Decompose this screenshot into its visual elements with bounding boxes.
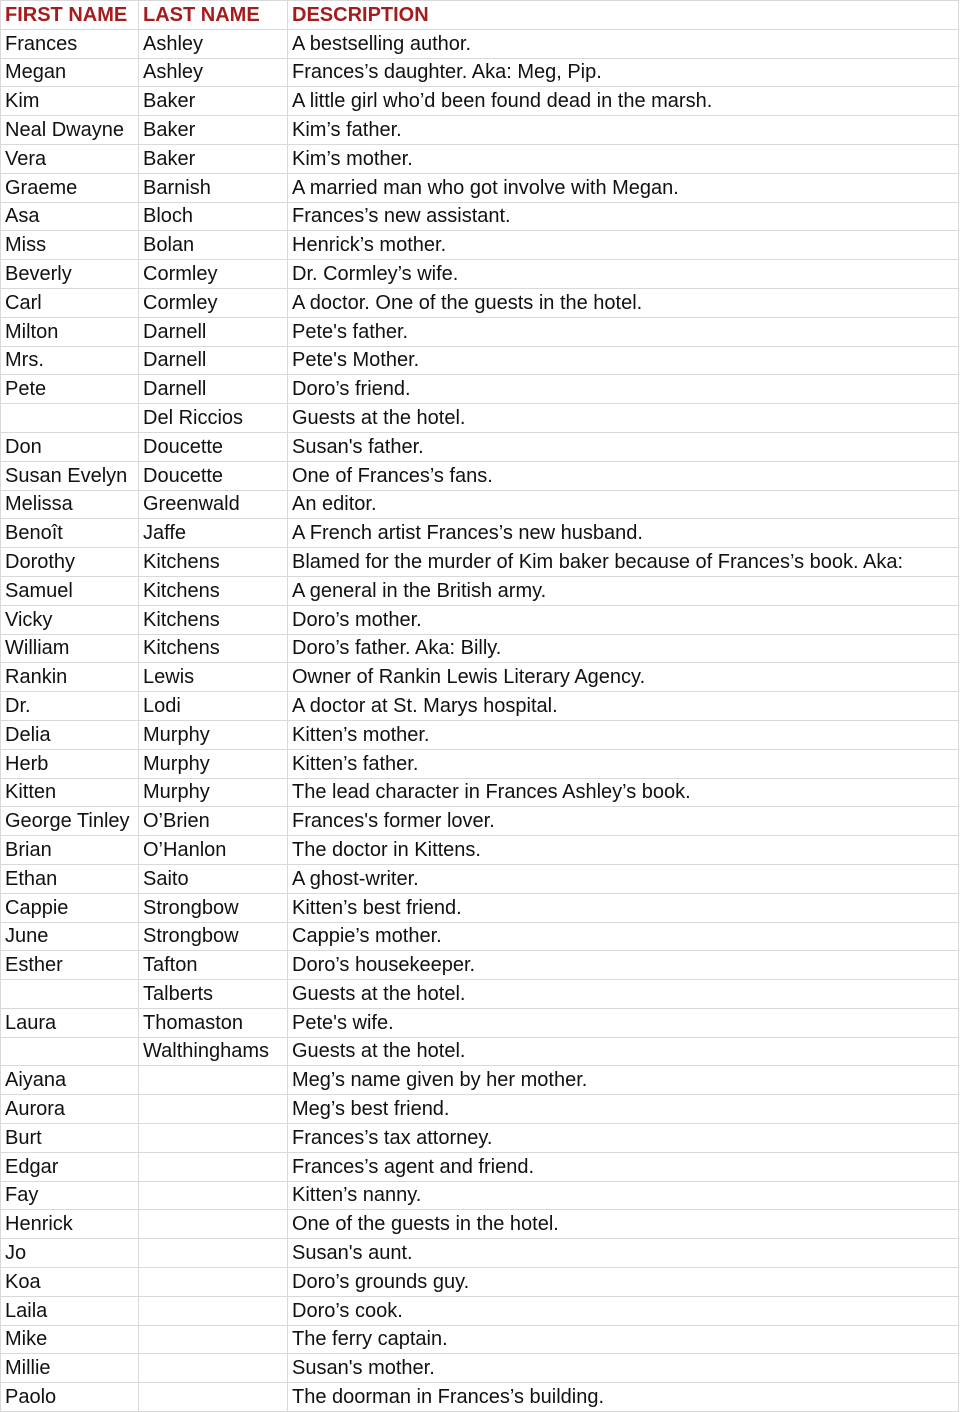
last-name-cell[interactable]: Talberts <box>139 980 288 1009</box>
description-cell[interactable]: Kitten’s mother. <box>288 720 959 749</box>
last-name-cell[interactable]: Murphy <box>139 749 288 778</box>
table-row <box>1 288 959 317</box>
table-row <box>1 231 959 260</box>
description-cell[interactable]: Kitten’s nanny. <box>288 1181 959 1210</box>
description-cell[interactable]: A French artist Frances’s new husband. <box>288 519 959 548</box>
table-row <box>1 634 959 663</box>
first-name-cell[interactable]: Ethan <box>1 864 139 893</box>
first-name-cell[interactable]: Millie <box>1 1354 139 1383</box>
description-cell[interactable]: Meg’s name given by her mother. <box>288 1066 959 1095</box>
description-cell[interactable]: Doro’s grounds guy. <box>288 1268 959 1297</box>
last-name-cell[interactable]: Jaffe <box>139 519 288 548</box>
last-name-cell[interactable]: Baker <box>139 87 288 116</box>
description-cell[interactable]: A married man who got involve with Megan. <box>288 173 959 202</box>
table-row <box>1 461 959 490</box>
first-name-cell[interactable]: Don <box>1 432 139 461</box>
first-name-cell[interactable]: Dr. <box>1 692 139 721</box>
first-name-cell[interactable]: Mike <box>1 1325 139 1354</box>
description-cell[interactable]: The doctor in Kittens. <box>288 836 959 865</box>
table-row <box>1 1124 959 1153</box>
last-name-cell[interactable]: O’Brien <box>139 807 288 836</box>
table-row <box>1 663 959 692</box>
table-row <box>1 173 959 202</box>
last-name-cell[interactable]: Murphy <box>139 778 288 807</box>
description-header[interactable]: DESCRIPTION <box>288 1 959 30</box>
description-cell[interactable]: Doro’s cook. <box>288 1296 959 1325</box>
first-name-cell[interactable]: Aurora <box>1 1095 139 1124</box>
last-name-cell[interactable] <box>139 1268 288 1297</box>
table-row <box>1 1037 959 1066</box>
table-row <box>1 548 959 577</box>
first-name-cell[interactable]: June <box>1 922 139 951</box>
first-name-cell[interactable]: Vera <box>1 144 139 173</box>
table-row <box>1 519 959 548</box>
description-cell[interactable]: Kitten’s best friend. <box>288 893 959 922</box>
first-name-cell[interactable]: Milton <box>1 317 139 346</box>
description-cell[interactable]: A doctor at St. Marys hospital. <box>288 692 959 721</box>
description-cell[interactable]: Guests at the hotel. <box>288 404 959 433</box>
table-row <box>1 1210 959 1239</box>
table-row <box>1 1325 959 1354</box>
description-cell[interactable]: Cappie’s mother. <box>288 922 959 951</box>
last-name-cell[interactable] <box>139 1354 288 1383</box>
last-name-cell[interactable] <box>139 1325 288 1354</box>
first-name-cell[interactable]: Herb <box>1 749 139 778</box>
description-cell[interactable]: Doro’s housekeeper. <box>288 951 959 980</box>
last-name-cell[interactable]: Barnish <box>139 173 288 202</box>
description-cell[interactable]: Guests at the hotel. <box>288 1037 959 1066</box>
table-row <box>1 980 959 1009</box>
first-name-cell[interactable]: Megan <box>1 58 139 87</box>
last-name-cell[interactable] <box>139 1095 288 1124</box>
last-name-cell[interactable] <box>139 1210 288 1239</box>
first-name-cell[interactable]: Samuel <box>1 576 139 605</box>
first-name-cell[interactable]: Susan Evelyn <box>1 461 139 490</box>
last-name-cell[interactable]: Greenwald <box>139 490 288 519</box>
last-name-cell[interactable]: Strongbow <box>139 922 288 951</box>
table-row <box>1 864 959 893</box>
description-cell[interactable]: The ferry captain. <box>288 1325 959 1354</box>
table-row <box>1 893 959 922</box>
last-name-cell[interactable]: Lodi <box>139 692 288 721</box>
description-cell[interactable]: Blamed for the murder of Kim baker because of Frances’s book. Aka: <box>288 548 959 577</box>
table-row <box>1 692 959 721</box>
table-row <box>1 29 959 58</box>
table-row <box>1 404 959 433</box>
first-name-cell[interactable]: Vicky <box>1 605 139 634</box>
table-row <box>1 375 959 404</box>
first-name-cell[interactable]: Koa <box>1 1268 139 1297</box>
first-name-cell[interactable]: Paolo <box>1 1383 139 1412</box>
table-row <box>1 922 959 951</box>
description-cell[interactable]: The doorman in Frances’s building. <box>288 1383 959 1412</box>
first-name-cell[interactable]: Edgar <box>1 1152 139 1181</box>
first-name-cell[interactable]: Asa <box>1 202 139 231</box>
first-name-cell[interactable]: Jo <box>1 1239 139 1268</box>
table-row <box>1 144 959 173</box>
last-name-cell[interactable]: Baker <box>139 116 288 145</box>
description-cell[interactable]: A little girl who’d been found dead in the marsh. <box>288 87 959 116</box>
last-name-cell[interactable]: Tafton <box>139 951 288 980</box>
first-name-cell[interactable]: Neal Dwayne <box>1 116 139 145</box>
first-name-cell[interactable]: Dorothy <box>1 548 139 577</box>
description-cell[interactable]: Frances’s new assistant. <box>288 202 959 231</box>
last-name-cell[interactable] <box>139 1181 288 1210</box>
table-row <box>1 1066 959 1095</box>
description-cell[interactable]: Kim’s mother. <box>288 144 959 173</box>
description-cell[interactable]: An editor. <box>288 490 959 519</box>
first-name-cell[interactable]: Frances <box>1 29 139 58</box>
description-cell[interactable]: Frances’s agent and friend. <box>288 1152 959 1181</box>
table-row <box>1 720 959 749</box>
description-cell[interactable]: Susan's aunt. <box>288 1239 959 1268</box>
last-name-cell[interactable] <box>139 1066 288 1095</box>
last-name-cell[interactable]: Doucette <box>139 432 288 461</box>
last-name-cell[interactable]: Strongbow <box>139 893 288 922</box>
description-cell[interactable]: Doro’s friend. <box>288 375 959 404</box>
last-name-cell[interactable]: Ashley <box>139 58 288 87</box>
last-name-cell[interactable]: Cormley <box>139 288 288 317</box>
first-name-cell[interactable] <box>1 404 139 433</box>
first-name-cell[interactable]: Cappie <box>1 893 139 922</box>
last-name-cell[interactable]: Murphy <box>139 720 288 749</box>
last-name-cell[interactable] <box>139 1152 288 1181</box>
first-name-cell[interactable]: Fay <box>1 1181 139 1210</box>
last-name-cell[interactable]: Baker <box>139 144 288 173</box>
description-cell[interactable]: A ghost-writer. <box>288 864 959 893</box>
last-name-cell[interactable]: Kitchens <box>139 634 288 663</box>
table-row <box>1 1095 959 1124</box>
first-name-cell[interactable]: Graeme <box>1 173 139 202</box>
description-cell[interactable]: Pete's father. <box>288 317 959 346</box>
table-row <box>1 605 959 634</box>
last-name-cell[interactable]: Ashley <box>139 29 288 58</box>
first-name-cell[interactable]: Kitten <box>1 778 139 807</box>
first-name-cell[interactable]: Aiyana <box>1 1066 139 1095</box>
table-row <box>1 346 959 375</box>
table-row <box>1 1008 959 1037</box>
last-name-cell[interactable]: Lewis <box>139 663 288 692</box>
last-name-cell[interactable]: Saito <box>139 864 288 893</box>
table-row <box>1 432 959 461</box>
description-cell[interactable]: Frances’s daughter. Aka: Meg, Pip. <box>288 58 959 87</box>
table-row <box>1 1296 959 1325</box>
first-name-cell[interactable]: Laila <box>1 1296 139 1325</box>
table-header <box>1 1 959 30</box>
last-name-cell[interactable]: Thomaston <box>139 1008 288 1037</box>
description-cell[interactable]: Frances's former lover. <box>288 807 959 836</box>
description-cell[interactable]: Guests at the hotel. <box>288 980 959 1009</box>
table-row <box>1 87 959 116</box>
last-name-cell[interactable]: Bolan <box>139 231 288 260</box>
first-name-cell[interactable]: Esther <box>1 951 139 980</box>
table-row <box>1 317 959 346</box>
description-cell[interactable]: The lead character in Frances Ashley’s book. <box>288 778 959 807</box>
description-cell[interactable]: Owner of Rankin Lewis Literary Agency. <box>288 663 959 692</box>
last-name-cell[interactable] <box>139 1383 288 1412</box>
table-row <box>1 1354 959 1383</box>
last-name-cell[interactable] <box>139 1239 288 1268</box>
description-cell[interactable]: Pete's Mother. <box>288 346 959 375</box>
first-name-cell[interactable]: Pete <box>1 375 139 404</box>
last-name-cell[interactable]: Darnell <box>139 375 288 404</box>
description-cell[interactable]: A bestselling author. <box>288 29 959 58</box>
description-cell[interactable]: Kitten’s father. <box>288 749 959 778</box>
last-name-cell[interactable]: Del Riccios <box>139 404 288 433</box>
last-name-cell[interactable] <box>139 1296 288 1325</box>
description-cell[interactable]: Doro’s father. Aka: Billy. <box>288 634 959 663</box>
table-row <box>1 951 959 980</box>
description-cell[interactable]: Susan's father. <box>288 432 959 461</box>
table-row <box>1 202 959 231</box>
first-name-cell[interactable]: Melissa <box>1 490 139 519</box>
first-name-cell[interactable]: Carl <box>1 288 139 317</box>
first-name-cell[interactable]: Benoît <box>1 519 139 548</box>
table-body <box>1 29 959 1411</box>
table-row <box>1 260 959 289</box>
first-name-cell[interactable]: Henrick <box>1 1210 139 1239</box>
last-name-cell[interactable]: Bloch <box>139 202 288 231</box>
table-row <box>1 807 959 836</box>
description-cell[interactable]: One of Frances’s fans. <box>288 461 959 490</box>
first-name-cell[interactable] <box>1 980 139 1009</box>
first-name-cell[interactable]: Brian <box>1 836 139 865</box>
table-row <box>1 1268 959 1297</box>
last-name-cell[interactable]: Walthinghams <box>139 1037 288 1066</box>
description-cell[interactable]: Frances’s tax attorney. <box>288 1124 959 1153</box>
table-row <box>1 116 959 145</box>
first-name-cell[interactable]: Beverly <box>1 260 139 289</box>
description-cell[interactable]: One of the guests in the hotel. <box>288 1210 959 1239</box>
table-row <box>1 576 959 605</box>
first-name-cell[interactable]: George Tinley <box>1 807 139 836</box>
description-cell[interactable]: Susan's mother. <box>288 1354 959 1383</box>
table-row <box>1 1181 959 1210</box>
first-name-cell[interactable]: Mrs. <box>1 346 139 375</box>
table-row <box>1 749 959 778</box>
table-row <box>1 1239 959 1268</box>
last-name-cell[interactable]: Cormley <box>139 260 288 289</box>
description-cell[interactable]: Henrick’s mother. <box>288 231 959 260</box>
description-cell[interactable]: Meg’s best friend. <box>288 1095 959 1124</box>
last-name-cell[interactable]: Kitchens <box>139 576 288 605</box>
description-cell[interactable]: A general in the British army. <box>288 576 959 605</box>
first-name-cell[interactable]: William <box>1 634 139 663</box>
last-name-cell[interactable]: Darnell <box>139 317 288 346</box>
table-row <box>1 1383 959 1412</box>
last-name-cell[interactable]: Kitchens <box>139 605 288 634</box>
last-name-header[interactable]: LAST NAME <box>139 1 288 30</box>
first-name-cell[interactable] <box>1 1037 139 1066</box>
first-name-cell[interactable]: Delia <box>1 720 139 749</box>
first-name-cell[interactable]: Kim <box>1 87 139 116</box>
table-row <box>1 490 959 519</box>
last-name-cell[interactable] <box>139 1124 288 1153</box>
description-cell[interactable]: Dr. Cormley’s wife. <box>288 260 959 289</box>
description-cell[interactable]: Kim’s father. <box>288 116 959 145</box>
first-name-cell[interactable]: Laura <box>1 1008 139 1037</box>
description-cell[interactable]: Doro’s mother. <box>288 605 959 634</box>
header-row <box>1 1 959 30</box>
first-name-cell[interactable]: Miss <box>1 231 139 260</box>
first-name-header[interactable]: FIRST NAME <box>1 1 139 30</box>
last-name-cell[interactable]: O’Hanlon <box>139 836 288 865</box>
last-name-cell[interactable]: Darnell <box>139 346 288 375</box>
description-cell[interactable]: Pete's wife. <box>288 1008 959 1037</box>
table-row <box>1 58 959 87</box>
last-name-cell[interactable]: Doucette <box>139 461 288 490</box>
table-row <box>1 836 959 865</box>
table-row <box>1 1152 959 1181</box>
first-name-cell[interactable]: Burt <box>1 1124 139 1153</box>
description-cell[interactable]: A doctor. One of the guests in the hotel. <box>288 288 959 317</box>
table-row <box>1 778 959 807</box>
last-name-cell[interactable]: Kitchens <box>139 548 288 577</box>
first-name-cell[interactable]: Rankin <box>1 663 139 692</box>
